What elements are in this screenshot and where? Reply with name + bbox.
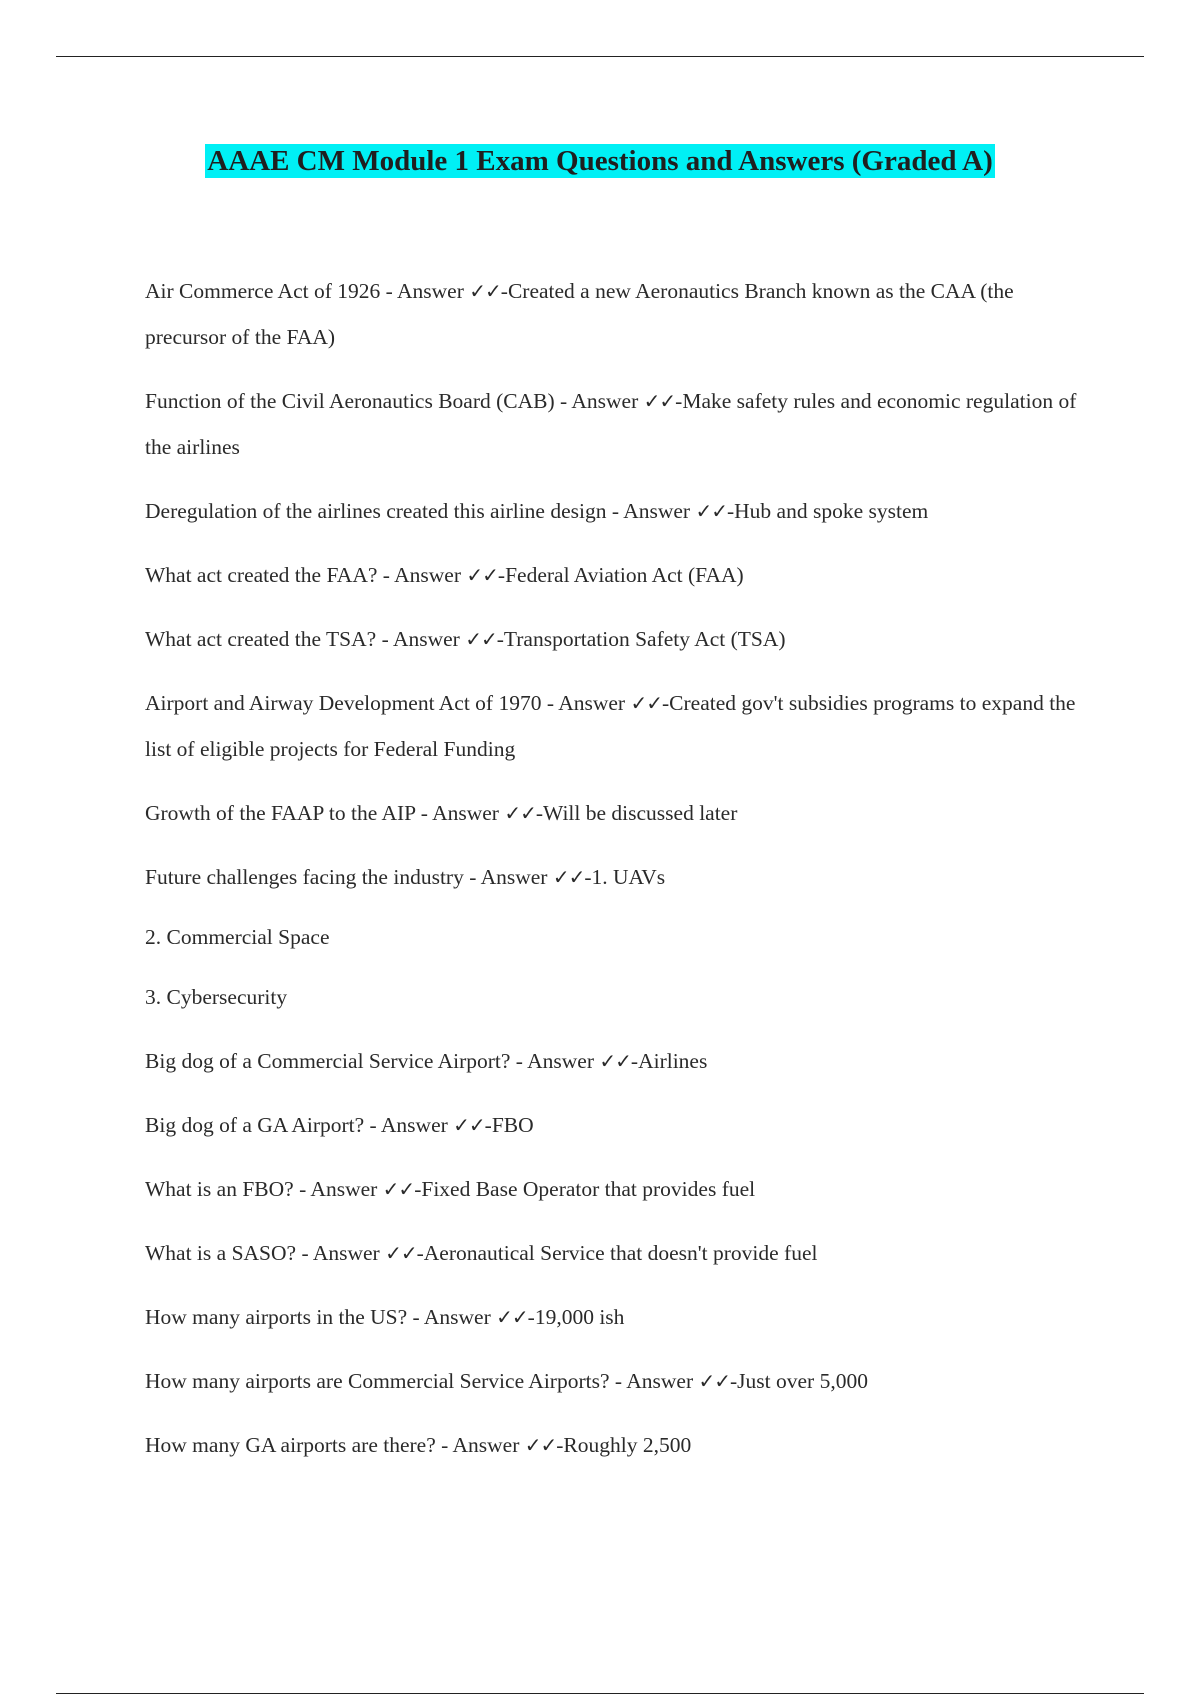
answer-label: Answer (394, 563, 462, 587)
double-check-icon: ✓✓ (695, 499, 727, 523)
question-text: How many GA airports are there? (145, 1433, 436, 1457)
qa-item: Air Commerce Act of 1926 - Answer ✓✓-Created a new Aeronautics Branch known as the CAA (the precursor of the FAA) (145, 279, 1014, 349)
answer-label: Answer (626, 1369, 694, 1393)
answer-label: Answer (558, 691, 626, 715)
double-check-icon: ✓✓ (465, 627, 497, 651)
answer-text: Created a new Aeronautics Branch known as the CAA (the precursor of the FAA) (145, 279, 1014, 349)
answer-text: Roughly 2,500 (563, 1433, 692, 1457)
qa-item: What is an FBO? - Answer ✓✓-Fixed Base Operator that provides fuel (145, 1177, 756, 1201)
question-text: Big dog of a Commercial Service Airport? (145, 1049, 511, 1073)
answer-label: Answer (397, 279, 464, 303)
qa-item: What act created the TSA? - Answer ✓✓-Transportation Safety Act (TSA) (145, 627, 786, 651)
answer-text: 1. UAVs (591, 865, 666, 889)
question-text: What act created the FAA? (145, 563, 378, 587)
double-check-icon: ✓✓ (552, 865, 585, 889)
answer-label: Answer (380, 1113, 448, 1137)
answer-continuation (145, 914, 1095, 960)
answer-text: Hub and spoke system (734, 499, 929, 523)
qa-item: Airport and Airway Development Act of 1970 - Answer ✓✓-Created gov't subsidies programs to expand the list of eligible projects for Federal Funding (145, 691, 1076, 761)
answer-text: Federal Aviation Act (FAA) (505, 563, 744, 587)
bottom-divider (56, 1693, 1144, 1694)
double-check-icon: ✓✓ (385, 1241, 417, 1265)
qa-item: What is a SASO? - Answer ✓✓-Aeronautical Service that doesn't provide fuel (145, 1241, 818, 1265)
question-text: Growth of the FAAP to the AIP (145, 801, 416, 825)
question-text: Deregulation of the airlines created this airline design (145, 499, 607, 523)
qa-list (145, 268, 1095, 1486)
answer-text: Created gov't subsidies programs to expand the list of eligible projects for Federal Funding (145, 691, 1076, 761)
answer-label: Answer (527, 1049, 595, 1073)
answer-text: Aeronautical Service that doesn't provide fuel (423, 1241, 818, 1265)
answer-label: Answer (310, 1177, 378, 1201)
qa-item: Deregulation of the airlines created this airline design - Answer ✓✓-Hub and spoke system (145, 499, 929, 523)
title-container (0, 144, 1200, 178)
answer-text: 19,000 ish (534, 1305, 625, 1329)
answer-label: Answer (623, 499, 691, 523)
continuation-text: 3. Cybersecurity (145, 985, 288, 1009)
answer-label: Answer (571, 389, 639, 413)
double-check-icon: ✓✓ (698, 1369, 730, 1393)
top-divider (56, 56, 1144, 57)
answer-label: Answer (392, 627, 460, 651)
double-check-icon: ✓✓ (599, 1049, 631, 1073)
answer-text: FBO (491, 1113, 534, 1137)
question-text: Function of the Civil Aeronautics Board (CAB) (145, 389, 555, 413)
answer-label: Answer (452, 1433, 520, 1457)
answer-label: Answer (432, 801, 499, 825)
qa-item: Big dog of a GA Airport? - Answer ✓✓-FBO (145, 1113, 534, 1137)
double-check-icon: ✓✓ (469, 279, 501, 303)
double-check-icon: ✓✓ (643, 389, 676, 413)
question-text: What is a SASO? (145, 1241, 297, 1265)
question-text: Future challenges facing the industry (145, 865, 464, 889)
answer-text: Fixed Base Operator that provides fuel (421, 1177, 756, 1201)
page-title: AAAE CM Module 1 Exam Questions and Answers (Graded A) (207, 145, 993, 177)
question-text: Big dog of a GA Airport? (145, 1113, 365, 1137)
answer-text: Just over 5,000 (737, 1369, 868, 1393)
qa-item: Big dog of a Commercial Service Airport? - Answer ✓✓-Airlines (145, 1049, 708, 1073)
continuation-text: 2. Commercial Space (145, 925, 330, 949)
double-check-icon: ✓✓ (504, 801, 536, 825)
double-check-icon: ✓✓ (466, 563, 498, 587)
question-text: Air Commerce Act of 1926 (145, 279, 381, 303)
qa-item: How many airports in the US? - Answer ✓✓-19,000 ish (145, 1305, 625, 1329)
question-text: How many airports are Commercial Service Airports? (145, 1369, 610, 1393)
answer-label: Answer (423, 1305, 491, 1329)
qa-item: Future challenges facing the industry - Answer ✓✓-1. UAVs (145, 865, 666, 889)
qa-item: Growth of the FAAP to the AIP - Answer ✓✓-Will be discussed later (145, 801, 738, 825)
question-text: How many airports in the US? (145, 1305, 408, 1329)
qa-item: How many GA airports are there? - Answer ✓✓-Roughly 2,500 (145, 1433, 692, 1457)
question-text: What is an FBO? (145, 1177, 294, 1201)
double-check-icon: ✓✓ (453, 1113, 485, 1137)
double-check-icon: ✓✓ (382, 1177, 415, 1201)
answer-continuation (145, 974, 1095, 1020)
answer-text: Airlines (638, 1049, 708, 1073)
answer-text: Make safety rules and economic regulation of the airlines (145, 389, 1077, 459)
answer-label: Answer (312, 1241, 380, 1265)
answer-label: Answer (480, 865, 548, 889)
double-check-icon: ✓✓ (630, 691, 662, 715)
double-check-icon: ✓✓ (496, 1305, 528, 1329)
answer-text: Transportation Safety Act (TSA) (503, 627, 786, 651)
question-text: What act created the TSA? (145, 627, 377, 651)
qa-item: What act created the FAA? - Answer ✓✓-Federal Aviation Act (FAA) (145, 563, 744, 587)
qa-item: Function of the Civil Aeronautics Board (CAB) - Answer ✓✓-Make safety rules and economic regulation of the airlines (145, 389, 1077, 459)
answer-text: Will be discussed later (543, 801, 738, 825)
double-check-icon: ✓✓ (524, 1433, 557, 1457)
qa-item: How many airports are Commercial Service Airports? - Answer ✓✓-Just over 5,000 (145, 1369, 868, 1393)
question-text: Airport and Airway Development Act of 1970 (145, 691, 542, 715)
